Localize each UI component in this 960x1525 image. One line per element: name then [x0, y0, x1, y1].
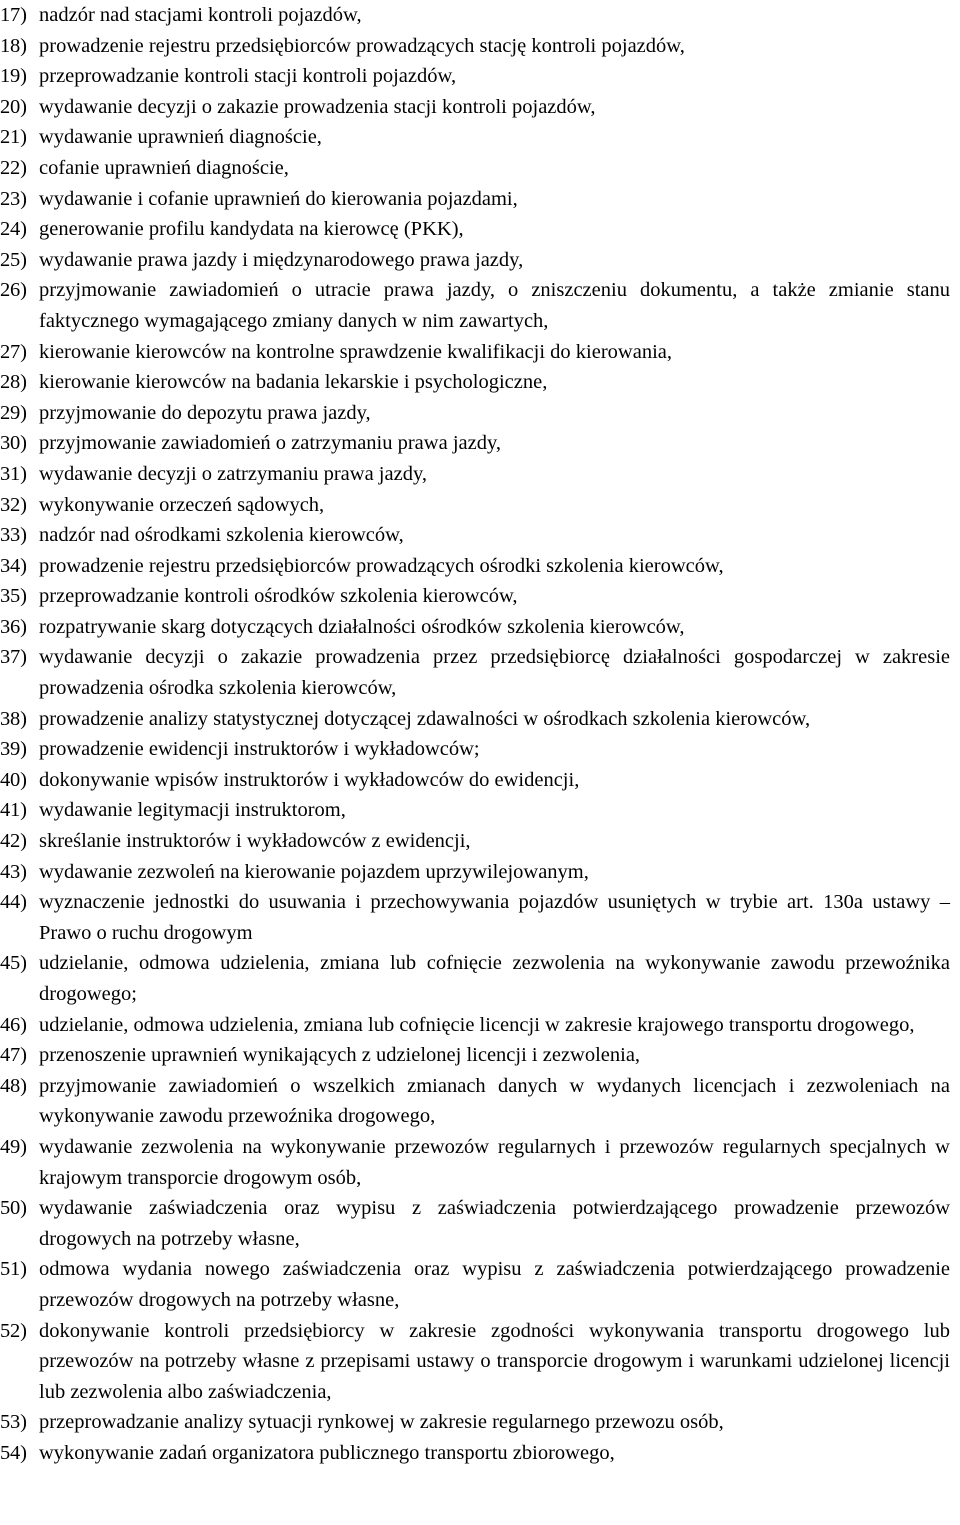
list-item	[0, 1193, 960, 1254]
item-number: 38)	[0, 707, 27, 730]
list-item	[0, 337, 960, 368]
item-text: przyjmowanie zawiadomień o wszelkich zmianach danych w wydanych licencjach i zezwoleniach na wykonywanie zawodu przewoźnika drogowego,	[39, 1074, 950, 1128]
item-text: przyjmowanie do depozytu prawa jazdy,	[39, 401, 371, 424]
item-text: nadzór nad stacjami kontroli pojazdów,	[39, 4, 362, 26]
list-item	[0, 581, 960, 612]
item-number: 35)	[0, 585, 27, 608]
item-number: 33)	[0, 524, 27, 547]
item-text: wydawanie uprawnień diagnoście,	[39, 126, 322, 149]
item-text: wydawanie decyzji o zatrzymaniu prawa jazdy,	[39, 462, 427, 485]
list-item	[0, 0, 960, 31]
item-text: wydawanie zezwoleń na kierowanie pojazdem uprzywilejowanym,	[39, 860, 589, 883]
item-number: 37)	[0, 646, 27, 669]
list-item	[0, 1071, 960, 1132]
item-text: przeprowadzanie kontroli stacji kontroli pojazdów,	[39, 65, 457, 88]
item-number: 54)	[0, 1441, 27, 1464]
list-item	[0, 61, 960, 92]
item-text: wydawanie decyzji o zakazie prowadzenia stacji kontroli pojazdów,	[39, 95, 596, 118]
list-item	[0, 92, 960, 123]
item-text: cofanie uprawnień diagnoście,	[39, 156, 289, 179]
list-item	[0, 490, 960, 521]
item-number: 17)	[0, 4, 27, 26]
item-text: udzielanie, odmowa udzielenia, zmiana lub cofnięcie licencji w zakresie krajowego transportu drogowego,	[39, 1013, 915, 1036]
item-number: 24)	[0, 218, 27, 241]
item-number: 42)	[0, 830, 27, 853]
list-item	[0, 704, 960, 735]
item-number: 48)	[0, 1074, 27, 1097]
list-item	[0, 31, 960, 62]
item-number: 26)	[0, 279, 27, 302]
list-item	[0, 1438, 960, 1469]
item-number: 32)	[0, 493, 27, 516]
list-item	[0, 520, 960, 551]
list-item	[0, 184, 960, 215]
item-text: prowadzenie rejestru przedsiębiorców prowadzących stację kontroli pojazdów,	[39, 34, 685, 57]
item-text: prowadzenie analizy statystycznej dotyczącej zdawalności w ośrodkach szkolenia kierowców,	[39, 707, 811, 730]
item-text: dokonywanie kontroli przedsiębiorcy w zakresie zgodności wykonywania transportu drogowego lub przewozów na potrzeby własne z przepisami ustawy o transporcie drogowym i warunkami udzielonej licencji lub zezwolenia albo zaświadczenia,	[39, 1319, 950, 1403]
item-number: 41)	[0, 799, 27, 822]
item-number: 39)	[0, 738, 27, 761]
list-item	[0, 367, 960, 398]
item-number: 25)	[0, 248, 27, 271]
item-text: przeprowadzanie kontroli ośrodków szkolenia kierowców,	[39, 585, 518, 608]
item-number: 29)	[0, 401, 27, 424]
item-number: 34)	[0, 554, 27, 577]
item-text: wydawanie zaświadczenia oraz wypisu z zaświadczenia potwierdzającego prowadzenie przewozów drogowych na potrzeby własne,	[39, 1197, 950, 1250]
list-item	[0, 122, 960, 153]
item-text: kierowanie kierowców na badania lekarskie i psychologiczne,	[39, 371, 548, 394]
item-number: 27)	[0, 340, 27, 363]
item-number: 21)	[0, 126, 27, 149]
list-item	[0, 1407, 960, 1438]
item-number: 45)	[0, 952, 27, 975]
list-item	[0, 153, 960, 184]
item-number: 50)	[0, 1197, 27, 1220]
list-item	[0, 826, 960, 857]
list-item	[0, 765, 960, 796]
list-item	[0, 1316, 960, 1408]
item-text: prowadzenie rejestru przedsiębiorców prowadzących ośrodki szkolenia kierowców,	[39, 554, 724, 577]
list-item	[0, 857, 960, 888]
item-number: 28)	[0, 371, 27, 394]
item-number: 44)	[0, 891, 27, 914]
item-number: 22)	[0, 156, 27, 179]
list-item	[0, 275, 960, 336]
list-item	[0, 948, 960, 1009]
list-item	[0, 734, 960, 765]
item-text: przyjmowanie zawiadomień o zatrzymaniu prawa jazdy,	[39, 432, 502, 455]
item-text: wydawanie prawa jazdy i międzynarodowego prawa jazdy,	[39, 248, 524, 271]
item-text: odmowa wydania nowego zaświadczenia oraz wypisu z zaświadczenia potwierdzającego prowadzenie przewozów drogowych na potrzeby własne,	[39, 1258, 950, 1311]
list-item	[0, 1254, 960, 1315]
item-text: rozpatrywanie skarg dotyczących działalności ośrodków szkolenia kierowców,	[39, 615, 685, 638]
item-text: wykonywanie orzeczeń sądowych,	[39, 493, 325, 516]
list-item	[0, 795, 960, 826]
list-item	[0, 214, 960, 245]
item-number: 36)	[0, 615, 27, 638]
list-item	[0, 428, 960, 459]
list-item	[0, 612, 960, 643]
list-item	[0, 887, 960, 948]
list-item	[0, 398, 960, 429]
item-text: przeprowadzanie analizy sytuacji rynkowej w zakresie regularnego przewozu osób,	[39, 1411, 724, 1434]
item-number: 20)	[0, 95, 27, 118]
item-number: 23)	[0, 187, 27, 210]
item-text: prowadzenie ewidencji instruktorów i wykładowców;	[39, 738, 480, 761]
item-text: wyznaczenie jednostki do usuwania i przechowywania pojazdów usuniętych w trybie art. 130a ustawy – Prawo o ruchu drogowym	[39, 891, 950, 944]
list-item	[0, 1010, 960, 1041]
item-text: udzielanie, odmowa udzielenia, zmiana lub cofnięcie zezwolenia na wykonywanie zawodu przewoźnika drogowego;	[39, 952, 950, 1005]
item-number: 18)	[0, 34, 27, 57]
item-number: 19)	[0, 65, 27, 88]
list-item	[0, 459, 960, 490]
item-text: wykonywanie zadań organizatora publicznego transportu zbiorowego,	[39, 1441, 615, 1464]
list-item	[0, 551, 960, 582]
item-number: 51)	[0, 1258, 27, 1281]
list-item	[0, 1132, 960, 1193]
item-text: przyjmowanie zawiadomień o utracie prawa jazdy, o zniszczeniu dokumentu, a także zmianie stanu faktycznego wymagającego zmiany danych w nim zawartych,	[39, 279, 950, 332]
item-number: 47)	[0, 1044, 27, 1067]
item-text: generowanie profilu kandydata na kierowcę (PKK),	[39, 218, 464, 241]
item-number: 43)	[0, 860, 27, 883]
item-text: kierowanie kierowców na kontrolne sprawdzenie kwalifikacji do kierowania,	[39, 340, 672, 363]
item-text: przenoszenie uprawnień wynikających z udzielonej licencji i zezwolenia,	[39, 1044, 641, 1067]
item-number: 31)	[0, 462, 27, 485]
item-number: 52)	[0, 1319, 27, 1342]
item-text: dokonywanie wpisów instruktorów i wykładowców do ewidencji,	[39, 768, 580, 791]
item-number: 30)	[0, 432, 27, 455]
item-text: wydawanie i cofanie uprawnień do kierowania pojazdami,	[39, 187, 518, 210]
list-item	[0, 245, 960, 276]
item-text: skreślanie instruktorów i wykładowców z ewidencji,	[39, 830, 471, 853]
item-text: wydawanie decyzji o zakazie prowadzenia przez przedsiębiorcę działalności gospodarczej w zakresie prowadzenia ośrodka szkolenia kierowców,	[39, 646, 950, 700]
item-number: 49)	[0, 1135, 27, 1158]
list-item	[0, 1040, 960, 1071]
item-text: nadzór nad ośrodkami szkolenia kierowców,	[39, 524, 404, 547]
item-number: 53)	[0, 1411, 27, 1434]
item-number: 46)	[0, 1013, 27, 1036]
item-number: 40)	[0, 768, 27, 791]
item-text: wydawanie zezwolenia na wykonywanie przewozów regularnych i przewozów regularnych specjalnych w krajowym transporcie drogowym osób,	[39, 1135, 950, 1189]
item-text: wydawanie legitymacji instruktorom,	[39, 799, 346, 822]
list-item	[0, 642, 960, 703]
